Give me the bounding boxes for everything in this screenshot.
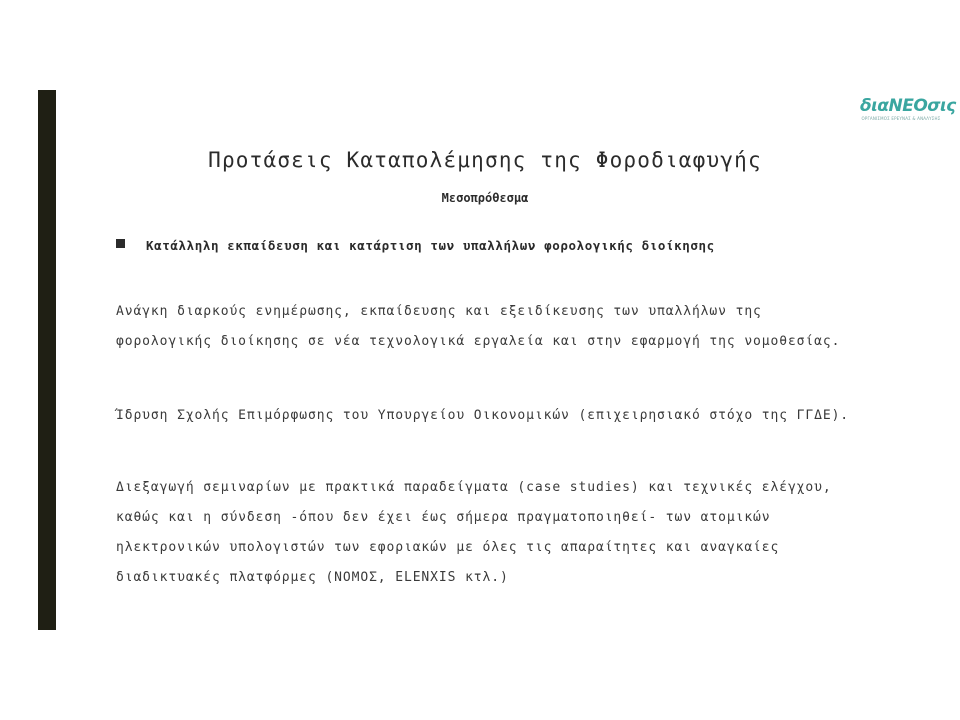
bullet-heading: Κατάλληλη εκπαίδευση και κατάρτιση των υπαλλήλων φορολογικής διοίκησης [146,238,715,253]
slide-subtitle: Μεσοπρόθεσμα [441,191,529,205]
paragraph-seminars: Διεξαγωγή σεμιναρίων με πρακτικά παραδείγματα (case studies) και τεχνικές ελέγχου, καθώς και η σύνδεση -όπου δεν έχει έως σήμερα πραγματοποιηθεί- των ατομικών ηλεκτρονικών υπολογιστών των εφοριακών με όλες τις απαραίτητες και αναγκαίες διαδικτυακές πλατφόρμες (ΝΟΜΟΣ, ELENXIS κτλ.) [116,480,832,585]
logo-tagline: ΟΡΓΑΝΙΣΜΟΣ ΕΡΕΥΝΑΣ & ΑΝΑΛΥΣΗΣ [861,116,941,121]
logo-name: διαΝΕΟσις [860,96,956,116]
bullet-square-icon [116,239,125,248]
accent-bar [38,90,56,630]
dianeosis-logo [860,96,956,122]
paragraph-training-school: Ίδρυση Σχολής Επιμόρφωσης του Υπουργείου Οικονομικών (επιχειρησιακό στόχο της ΓΓΔΕ). [116,408,850,423]
slide-title: Προτάσεις Καταπολέμησης της Φοροδιαφυγής [208,148,762,172]
paragraph-training-need: Ανάγκη διαρκούς ενημέρωσης, εκπαίδευσης και εξειδίκευσης των υπαλλήλων της φορολογικής διοίκησης σε νέα τεχνολογικά εργαλεία και στην εφαρμογή της νομοθεσίας. [116,304,841,349]
